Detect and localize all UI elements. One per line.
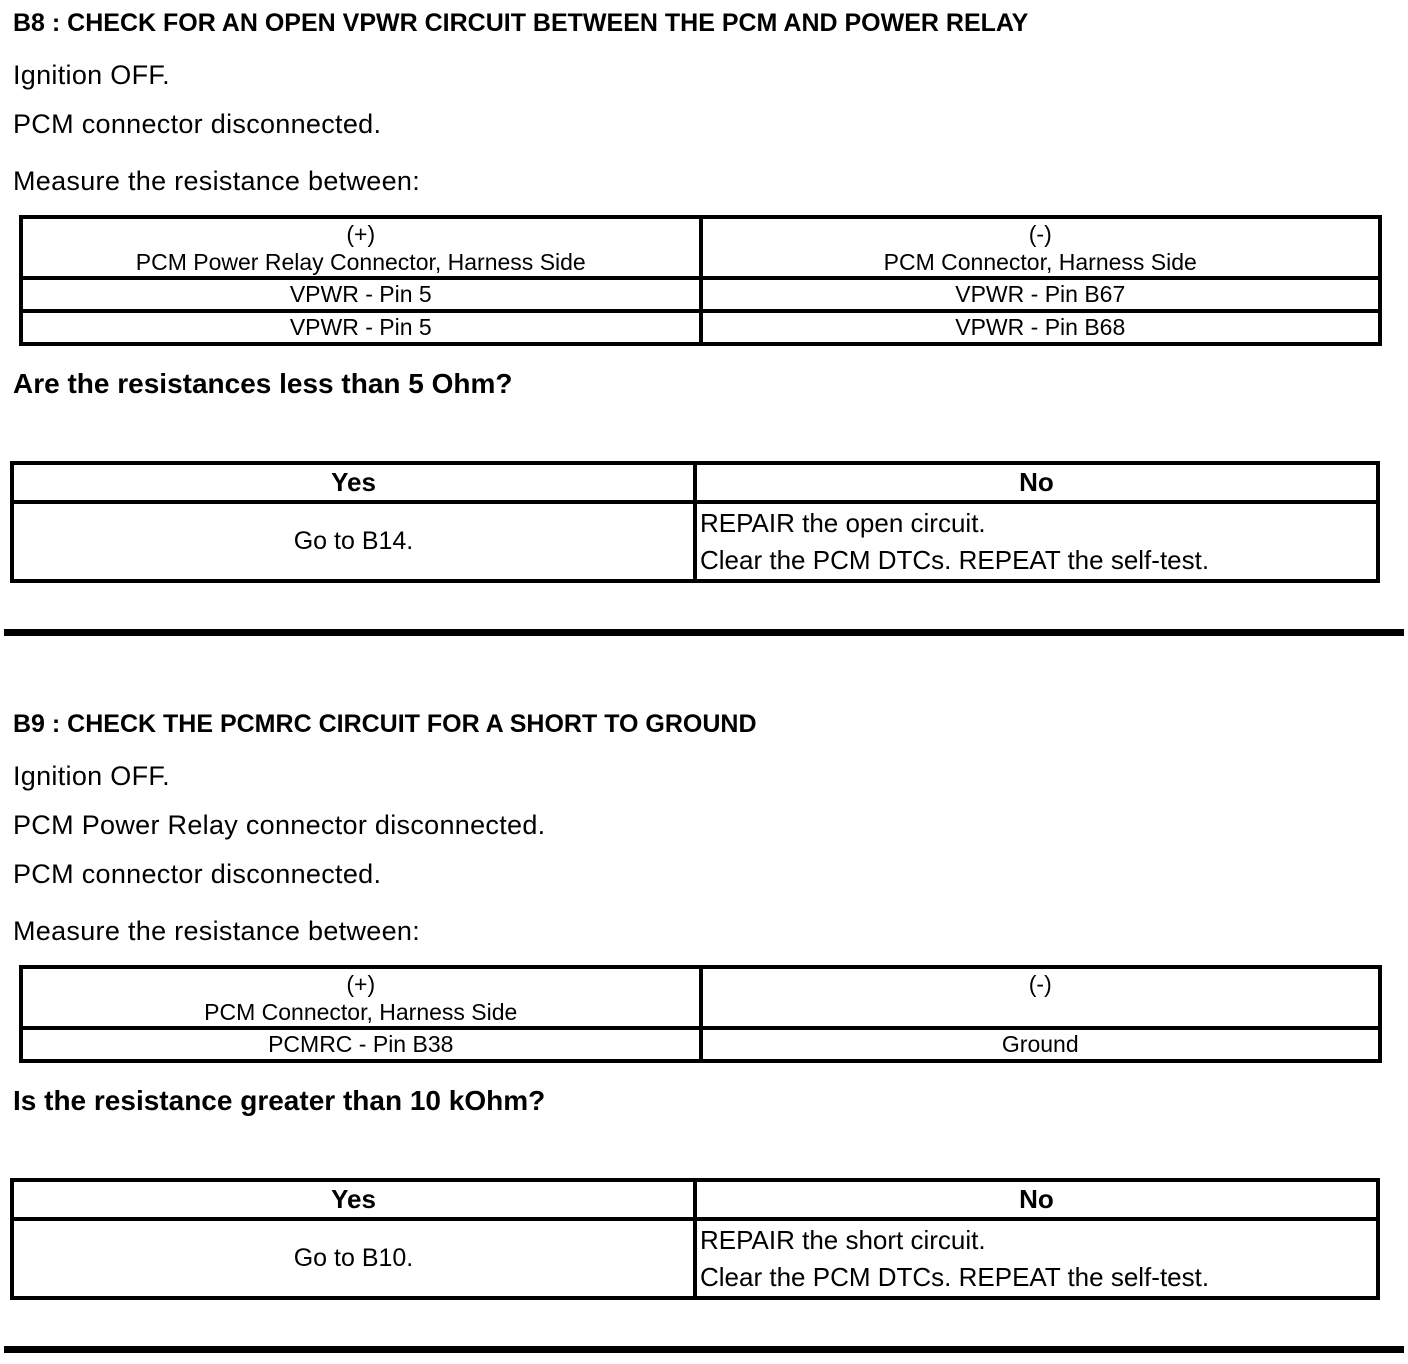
table-row <box>21 1028 1380 1061</box>
decision-table <box>10 1178 1380 1300</box>
minus-symbol: (-) <box>1028 971 1052 997</box>
section-b8 <box>0 8 1408 636</box>
plus-pin-cell: VPWR - Pin 5 <box>21 311 701 344</box>
decision-question: Are the resistances less than 5 Ohm? <box>13 368 513 399</box>
yes-action-cell: Go to B10. <box>12 1219 695 1298</box>
decision-body-row <box>12 1219 1378 1298</box>
minus-subheader: PCM Connector, Harness Side <box>883 249 1197 275</box>
yes-action-cell: Go to B14. <box>12 502 695 581</box>
minus-pin-cell: Ground <box>701 1028 1381 1061</box>
measurement-header-row <box>21 967 1380 1028</box>
decision-header-row <box>12 463 1378 502</box>
minus-header-cell <box>701 967 1381 1028</box>
plus-pin-cell: VPWR - Pin 5 <box>21 278 701 311</box>
no-header-cell: No <box>695 463 1378 502</box>
diagnostic-document <box>0 8 1408 1353</box>
measurement-header-row <box>21 217 1380 278</box>
measurement-table <box>19 215 1382 346</box>
measure-prompt: Measure the resistance between: <box>13 166 421 196</box>
no-action-line: REPAIR the open circuit. <box>700 507 986 538</box>
table-row <box>21 311 1380 344</box>
plus-header-cell <box>21 967 701 1028</box>
decision-question: Is the resistance greater than 10 kOhm? <box>13 1085 546 1116</box>
decision-header-row <box>12 1180 1378 1219</box>
plus-subheader: PCM Connector, Harness Side <box>204 999 518 1025</box>
step-line: PCM connector disconnected. <box>13 109 382 139</box>
no-action-cell <box>695 502 1378 581</box>
section-heading: B9 : CHECK THE PCMRC CIRCUIT FOR A SHORT TO GROUND <box>13 710 757 738</box>
measure-prompt: Measure the resistance between: <box>13 916 421 946</box>
minus-header-cell <box>701 217 1381 278</box>
no-action-cell <box>695 1219 1378 1298</box>
no-action-line: Clear the PCM DTCs. REPEAT the self-test. <box>700 1261 1210 1292</box>
section-divider <box>4 629 1404 636</box>
section-b9 <box>0 709 1408 1353</box>
table-row <box>21 278 1380 311</box>
measurement-table <box>19 965 1382 1063</box>
yes-header-cell: Yes <box>12 463 695 502</box>
no-header-cell: No <box>695 1180 1378 1219</box>
step-line: Ignition OFF. <box>13 761 170 791</box>
section-divider <box>4 1346 1404 1353</box>
section-heading: B8 : CHECK FOR AN OPEN VPWR CIRCUIT BETWEEN THE PCM AND POWER RELAY <box>13 9 1029 37</box>
no-action-line: REPAIR the short circuit. <box>700 1224 986 1255</box>
step-line: PCM Power Relay connector disconnected. <box>13 810 546 840</box>
plus-symbol: (+) <box>346 221 376 247</box>
plus-symbol: (+) <box>346 971 376 997</box>
plus-header-cell <box>21 217 701 278</box>
plus-pin-cell: PCMRC - Pin B38 <box>21 1028 701 1061</box>
yes-header-cell: Yes <box>12 1180 695 1219</box>
decision-table <box>10 461 1380 583</box>
minus-symbol: (-) <box>1028 221 1052 247</box>
decision-body-row <box>12 502 1378 581</box>
step-line: Ignition OFF. <box>13 60 170 90</box>
minus-pin-cell: VPWR - Pin B67 <box>701 278 1381 311</box>
plus-subheader: PCM Power Relay Connector, Harness Side <box>135 249 586 275</box>
minus-pin-cell: VPWR - Pin B68 <box>701 311 1381 344</box>
no-action-line: Clear the PCM DTCs. REPEAT the self-test. <box>700 544 1210 575</box>
step-line: PCM connector disconnected. <box>13 859 382 889</box>
